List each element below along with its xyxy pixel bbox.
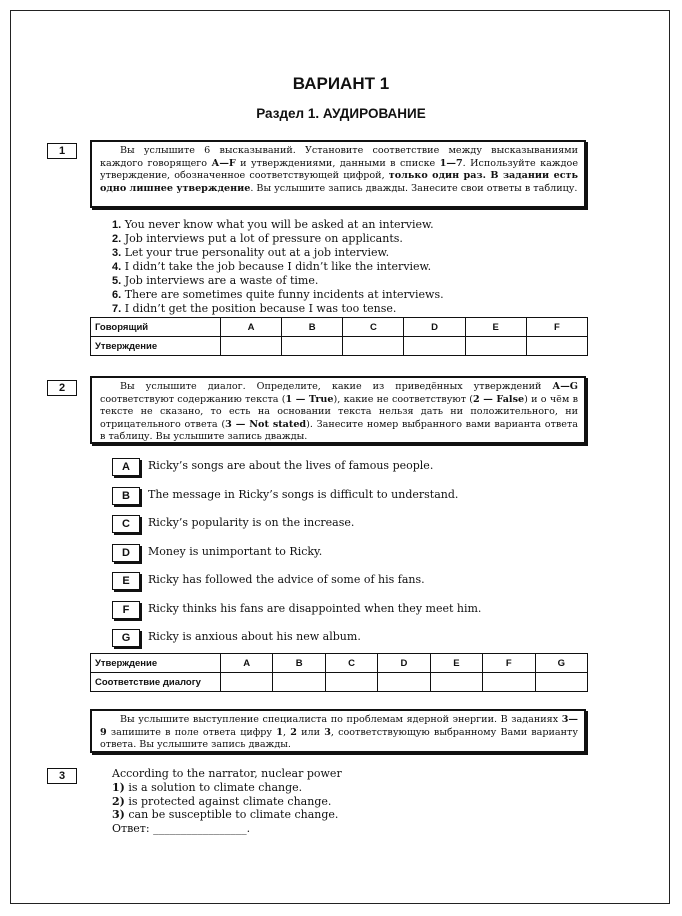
answer-option-2: 2) is protected against climate change. xyxy=(112,794,332,808)
section-title: Раздел 1. АУДИРОВАНИЕ xyxy=(256,106,426,121)
column-header: B xyxy=(282,318,343,337)
statement-item: 6. There are sometimes quite funny incidents at interviews. xyxy=(112,288,444,301)
answer-cell[interactable] xyxy=(465,337,526,356)
task2-instruction: Вы услышите диалог. Определите, какие из приведённых утверждений А—G соответствуют содержанию текста (1 — True), какие не соответствуют (2 — False) и о чём в тексте не сказано, то есть на основании текста нельзя дать ни положительного, ни отрицательного ответа (3 — Not stated). Занесите номер выбранного вами варианта ответа в таблицу. Вы услышите запись дважды. xyxy=(90,376,586,444)
option-text: Ricky’s popularity is on the increase. xyxy=(148,516,355,529)
task-number-2: 2 xyxy=(47,380,77,396)
answer-cell[interactable] xyxy=(483,673,535,692)
answer-field[interactable]: _________________. xyxy=(153,822,251,836)
column-header: C xyxy=(325,654,377,673)
answer-cell[interactable] xyxy=(526,337,587,356)
option-text: Money is unimportant to Ricky. xyxy=(148,545,323,558)
answer-cell[interactable] xyxy=(404,337,465,356)
answer-cell[interactable] xyxy=(221,337,282,356)
task1-answer-table xyxy=(90,317,588,356)
answer-cell[interactable] xyxy=(343,337,404,356)
answer-line: Ответ: _________________. xyxy=(112,822,251,836)
task3-question xyxy=(112,767,342,836)
answer-cell[interactable] xyxy=(430,673,482,692)
answer-cell[interactable] xyxy=(282,337,343,356)
column-header: E xyxy=(465,318,526,337)
task2-answer-table xyxy=(90,653,588,692)
option-letter: G xyxy=(112,629,140,647)
option-text: Ricky’s songs are about the lives of famous people. xyxy=(148,459,434,472)
option-letter: A xyxy=(112,458,140,476)
option-letter: B xyxy=(112,487,140,505)
table-row-label: Утверждение xyxy=(91,337,221,356)
task-number-3: 3 xyxy=(47,768,77,784)
table-row-label: Утверждение xyxy=(91,654,221,673)
answer-cell[interactable] xyxy=(325,673,377,692)
column-header: A xyxy=(221,318,282,337)
option-text: Ricky is anxious about his new album. xyxy=(148,630,361,643)
column-header: G xyxy=(535,654,587,673)
column-header: F xyxy=(483,654,535,673)
statement-item: 4. I didn’t take the job because I didn’t like the interview. xyxy=(112,260,432,273)
task1-instruction: Вы услышите 6 высказываний. Установите соответствие между высказываниями каждого говорящего А—F и утверждениями, данными в списке 1—7. Используйте каждое утверждение, обозначенное соответствующей цифрой, только один раз. В задании есть одно лишнее утверждение. Вы услышите запись дважды. Занесите свои ответы в таблицу. xyxy=(90,140,586,208)
column-header: A xyxy=(221,654,273,673)
column-header: E xyxy=(430,654,482,673)
option-text: The message in Ricky’s songs is difficult to understand. xyxy=(148,488,459,501)
statement-item: 2. Job interviews put a lot of pressure on applicants. xyxy=(112,232,403,245)
answer-cell[interactable] xyxy=(535,673,587,692)
option-text: Ricky has followed the advice of some of his fans. xyxy=(148,573,425,586)
statement-item: 7. I didn’t get the position because I was too tense. xyxy=(112,302,397,315)
answer-cell[interactable] xyxy=(378,673,430,692)
table-row-label: Соответствие диалогу xyxy=(91,673,221,692)
answer-cell[interactable] xyxy=(221,673,273,692)
option-letter: C xyxy=(112,515,140,533)
answer-option-3: 3) can be susceptible to climate change. xyxy=(112,808,339,822)
column-header: D xyxy=(404,318,465,337)
table-row-label: Говорящий xyxy=(91,318,221,337)
column-header: F xyxy=(526,318,587,337)
statement-item: 1. You never know what you will be asked at an interview. xyxy=(112,218,434,231)
column-header: C xyxy=(343,318,404,337)
option-letter: E xyxy=(112,572,140,590)
option-letter: F xyxy=(112,601,140,619)
task-number-1: 1 xyxy=(47,143,77,159)
column-header: B xyxy=(273,654,325,673)
variant-title: ВАРИАНТ 1 xyxy=(292,74,390,93)
statement-item: 5. Job interviews are a waste of time. xyxy=(112,274,319,287)
option-letter: D xyxy=(112,544,140,562)
task1-statement-list xyxy=(112,218,582,316)
answer-cell[interactable] xyxy=(273,673,325,692)
question-text: According to the narrator, nuclear power xyxy=(112,767,342,780)
option-text: Ricky thinks his fans are disappointed when they meet him. xyxy=(148,602,482,615)
answer-option-1: 1) is a solution to climate change. xyxy=(112,780,303,794)
column-header: D xyxy=(378,654,430,673)
task3-9-instruction: Вы услышите выступление специалиста по проблемам ядерной энергии. В заданиях 3—9 запишите в поле ответа цифру 1, 2 или 3, соответствующую выбранному Вами варианту ответа. Вы услышите запись дважды. xyxy=(90,709,586,753)
statement-item: 3. Let your true personality out at a job interview. xyxy=(112,246,390,259)
